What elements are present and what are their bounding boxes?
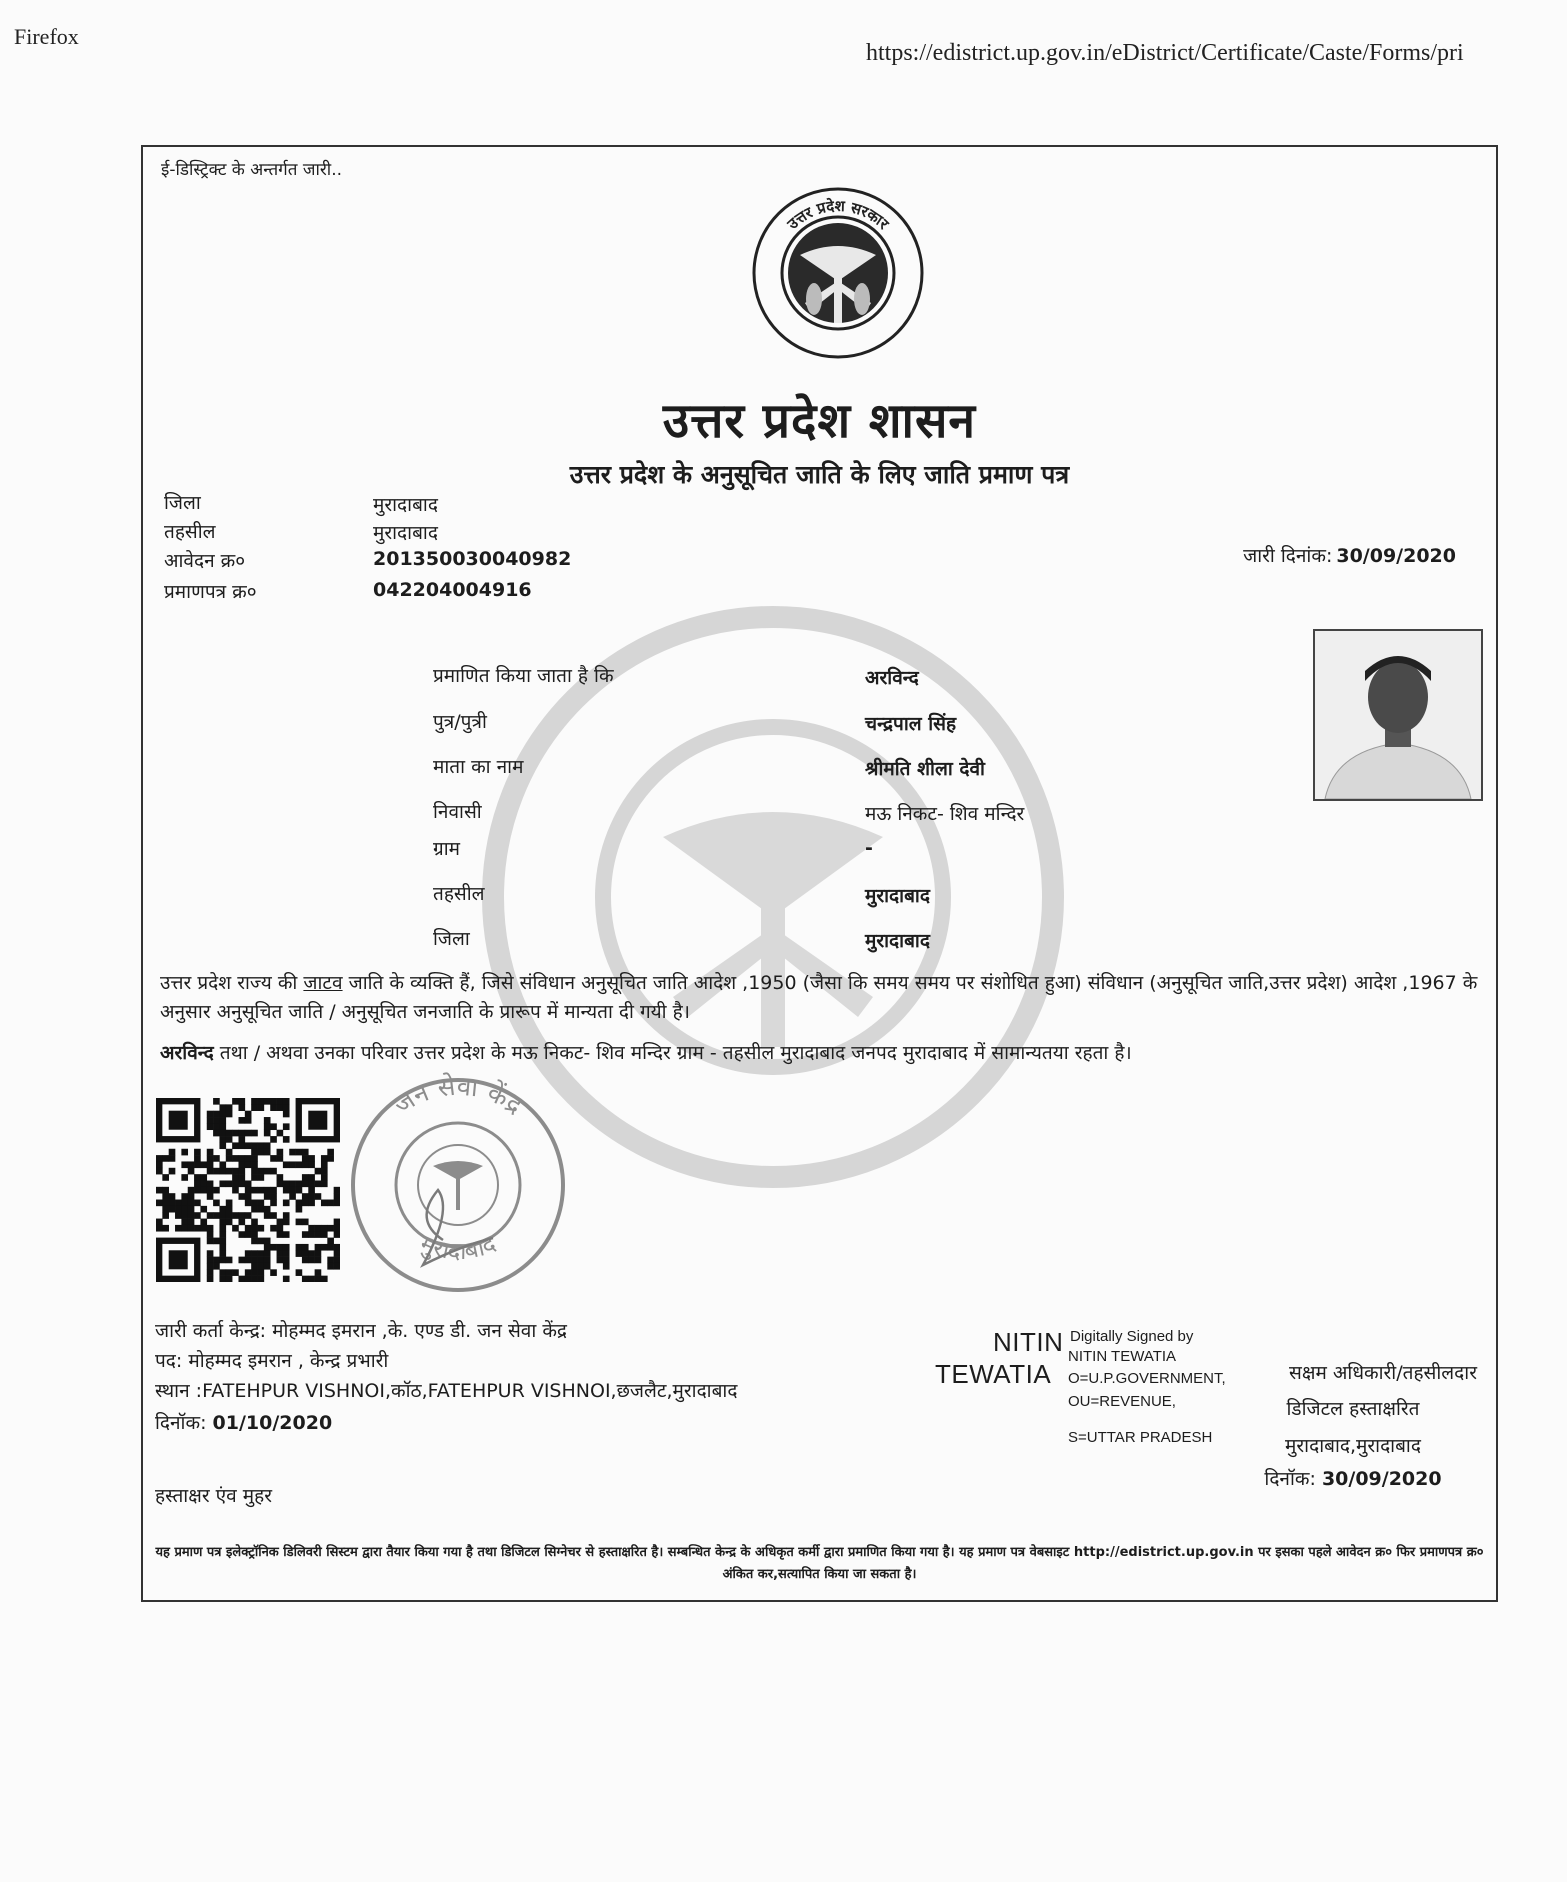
svg-text:मुरादाबाद — [416, 1229, 500, 1265]
row-value-name: अरविन्द — [865, 667, 919, 689]
row-value-father: चन्द्रपाल सिंह — [865, 713, 957, 735]
qr-code-icon — [156, 1098, 340, 1282]
row-value-district: मुरादाबाद — [865, 930, 930, 952]
browser-title: Firefox — [14, 24, 79, 49]
person-photo-icon — [1315, 631, 1481, 799]
row-label-tehsil: तहसील — [433, 883, 485, 905]
issuer-post-label: पद: — [155, 1350, 183, 1372]
issuer-place — [155, 1377, 737, 1403]
issuer-post-value: मोहम्मद इमरान , केन्द्र प्रभारी — [188, 1350, 389, 1372]
info-label-certificate-no: प्रमाणपत्र क्र० — [164, 581, 257, 603]
page-title: उत्तर प्रदेश शासन — [662, 393, 977, 449]
issuer-date-label: दिनॉक: — [155, 1412, 207, 1434]
row-value-mother: श्रीमति शीला देवी — [865, 758, 985, 780]
page-url: https://edistrict.up.gov.in/eDistrict/Certificate/Caste/Forms/pri — [866, 40, 1464, 66]
seal-text-bottom: मुरादाबाद — [416, 1229, 500, 1266]
row-label-mother: माता का नाम — [433, 756, 524, 778]
certificate-paragraph-2 — [160, 1039, 1490, 1068]
info-value-tehsil: मुरादाबाद — [373, 522, 438, 544]
issuer-center — [155, 1317, 567, 1343]
officer-date-label: दिनॉक: — [1264, 1468, 1316, 1490]
officer-date-value: 30/09/2020 — [1321, 1468, 1442, 1490]
dsig-line-2: NITIN TEWATIA — [1068, 1348, 1177, 1365]
issuer-place-value: FATEHPUR VISHNOI,कॉठ,FATEHPUR VISHNOI,छजलैट,मुरादाबाद — [202, 1380, 738, 1402]
para2-name: अरविन्द — [160, 1042, 214, 1064]
info-value-certificate-no: 042204004916 — [373, 579, 532, 601]
signer-name-line2: TEWATIA — [935, 1359, 1052, 1389]
officer-sign-type: डिजिटल हस्ताक्षरित — [1286, 1398, 1420, 1420]
dsig-line-5: S=UTTAR PRADESH — [1068, 1429, 1213, 1446]
issue-date — [1243, 542, 1456, 568]
caste-name: जाटव — [303, 972, 343, 994]
issuer-date-value: 01/10/2020 — [212, 1412, 333, 1434]
header-note: ई-डिस्ट्रिक्ट के अन्तर्गत जारी.. — [161, 160, 343, 180]
certificate-document — [141, 145, 1498, 1602]
dsig-line-4: OU=REVENUE, — [1068, 1393, 1176, 1410]
emblem-text: उत्तर प्रदेश सरकार — [783, 196, 893, 233]
jan-seva-kendra-seal-icon — [343, 1070, 573, 1300]
issue-date-label: जारी दिनांक: — [1243, 545, 1333, 567]
row-label-district: जिला — [433, 928, 470, 950]
seal-text-top: जन सेवा केंद्र — [388, 1071, 529, 1121]
info-value-district: मुरादाबाद — [373, 494, 438, 516]
para2-text: तथा / अथवा उनका परिवार उत्तर प्रदेश के मऊ निकट- शिव मन्दिर ग्राम - तहसील मुरादाबाद जनपद मुरादाबाद में सामान्यतया रहता है। — [213, 1042, 1132, 1064]
row-label-resident: निवासी — [433, 801, 482, 823]
info-label-district: जिला — [164, 492, 201, 514]
officer-title: सक्षम अधिकारी/तहसीलदार — [1289, 1362, 1477, 1384]
svg-text:जन सेवा केंद्र — [388, 1071, 529, 1122]
row-value-resident: मऊ निकट- शिव मन्दिर — [865, 803, 1025, 825]
info-label-tehsil: तहसील — [164, 521, 216, 543]
sign-seal-label: हस्ताक्षर एंव मुहर — [155, 1485, 272, 1507]
info-value-application-no: 201350030040982 — [373, 548, 572, 570]
row-label-village: ग्राम — [433, 838, 460, 860]
para1-text-after: जाति के व्यक्ति हैं, जिसे संविधान अनुसूचित जाति आदेश ,1950 (जैसा कि समय समय पर संशोधित हुआ) संविधान (अनुसूचित जाति,उत्तर प्रदेश) आदेश ,1967 के अनुसार अनुसूचित जाति / अनुसूचित जनजाति के प्रारूप में मान्यता दी गयी है। — [160, 972, 1478, 1023]
signer-name-line1: NITIN — [993, 1327, 1064, 1357]
officer-location: मुरादाबाद,मुरादाबाद — [1285, 1435, 1421, 1457]
up-state-emblem-icon — [750, 185, 926, 361]
issuer-date — [155, 1409, 332, 1435]
dsig-line-1: Digitally Signed by — [1070, 1328, 1194, 1345]
verification-note: यह प्रमाण पत्र इलेक्ट्रॉनिक डिलिवरी सिस्टम द्वारा तैयार किया गया है तथा डिजिटल सिग्नेचर से हस्ताक्षरित है। सम्बन्धित केन्द्र के अधिकृत कर्मी द्वारा प्रमाणित किया गया है। यह प्रमाण पत्र वेबसाइट http://edistrict.up.gov.in पर इसका पहले आवेदन क्र० फिर प्रमाणपत्र क्र० अंकित कर,सत्यापित किया जा सकता है। — [155, 1545, 1484, 1582]
row-value-tehsil: मुरादाबाद — [865, 885, 930, 907]
applicant-photo — [1313, 629, 1483, 801]
issuer-place-label: स्थान : — [155, 1380, 203, 1402]
issuer-center-label: जारी कर्ता केन्द्र: — [155, 1320, 267, 1342]
certificate-subtitle: उत्तर प्रदेश के अनुसूचित जाति के लिए जाति प्रमाण पत्र — [569, 460, 1070, 489]
info-label-application-no: आवेदन क्र० — [164, 550, 246, 572]
officer-date — [1223, 1465, 1483, 1491]
certificate-paragraph-1 — [160, 969, 1490, 1027]
para1-text-before: उत्तर प्रदेश राज्य की — [160, 972, 304, 994]
issue-date-value: 30/09/2020 — [1336, 545, 1456, 567]
issuer-center-value: मोहम्मद इमरान ,के. एण्ड डी. जन सेवा केंद्र — [272, 1320, 567, 1342]
issuer-post — [155, 1347, 388, 1373]
row-label-son-daughter: पुत्र/पुत्री — [433, 711, 487, 733]
row-value-village: - — [865, 837, 873, 859]
row-label-certified: प्रमाणित किया जाता है कि — [433, 665, 614, 687]
dsig-line-3: O=U.P.GOVERNMENT, — [1068, 1370, 1226, 1387]
